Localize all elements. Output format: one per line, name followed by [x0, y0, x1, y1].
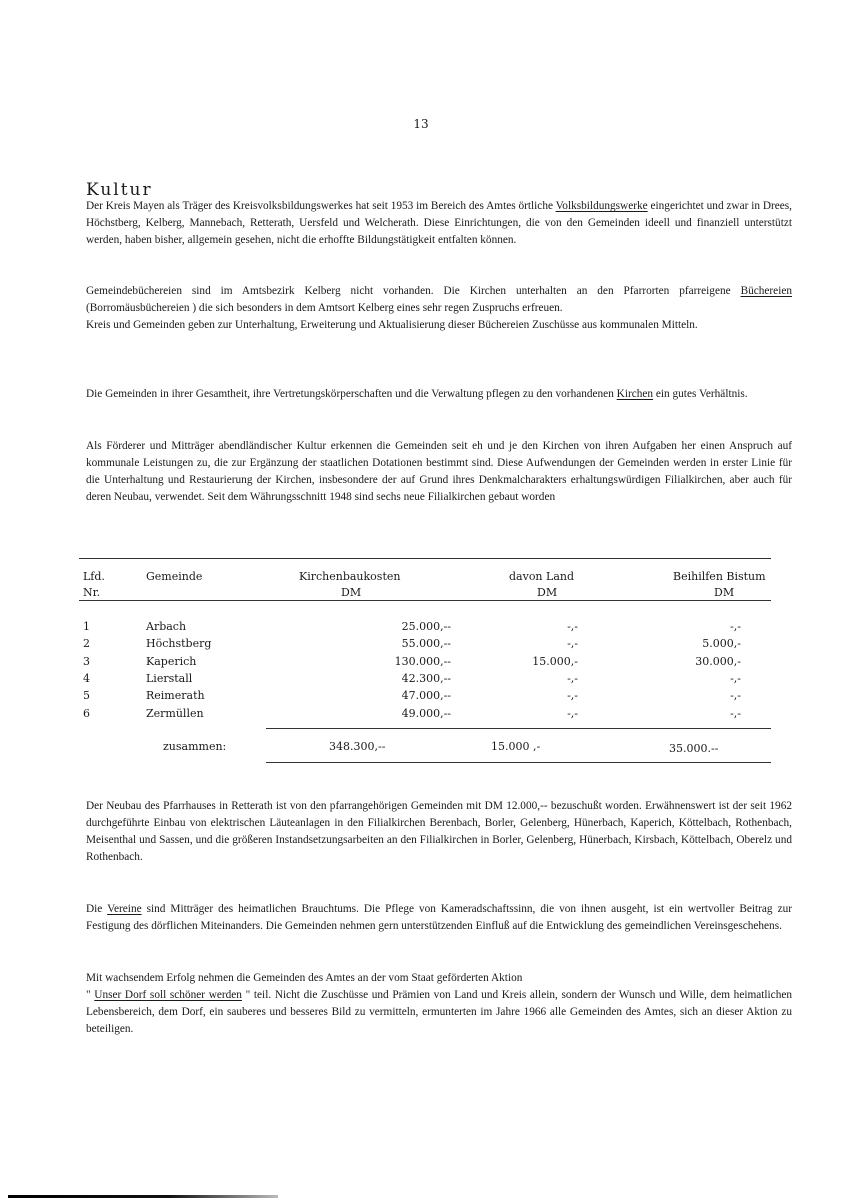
- quote-close: ": [241, 989, 251, 1001]
- table-row: [79, 620, 771, 637]
- cell-bistum: 5.000,-: [702, 637, 741, 651]
- text: sind Mitträger des heimatlichen Brauchtums. Die Pflege von Kameradschaftssinn, die von ihnen ausgeht, ist ein wertvoller Beitrag zur Festigung des dörflichen Miteinanders. Die Gemeinden nehmen gern unterstützenden Einfluß auf die Entwicklung des gemeindlichen Vereinsgeschehens.: [86, 903, 792, 932]
- header-bistum-unit: DM: [714, 586, 735, 599]
- cell-gemeinde: Arbach: [146, 620, 187, 633]
- text: Kreis und Gemeinden geben zur Unterhaltung, Erweiterung und Aktualisierung dieser Büchereien Zuschüsse aus kommunalen Mitteln.: [86, 319, 698, 331]
- header-land: davon Land: [509, 570, 575, 583]
- text: ein gutes Verhältnis.: [653, 388, 748, 400]
- cell-gemeinde: Kaperich: [146, 654, 197, 668]
- header-nr: Lfd.: [83, 570, 105, 583]
- cell-bistum: -,-: [730, 689, 741, 703]
- cell-gemeinde: Reimerath: [146, 689, 205, 703]
- cell-kosten: 25.000,--: [401, 620, 451, 633]
- page-number: 13: [413, 117, 429, 131]
- header-gemeinde: Gemeinde: [146, 570, 203, 583]
- text: Der Neubau des Pfarrhauses in Retterath ist von den pfarrangehörigen Gemeinden mit DM 12.000,-- bezuschußt worden. Erwähnenswert ist der seit 1962 durchgeführte Einbau von elektrischen Läuteanlagen in den Filialkirchen Berenbach, Borler, Gelenberg, Hünerbach, Kaperich, Köttelbach, Rothenbach, Meisenthal und Sassen, und die größeren Instandsetzungsarbeiten an den Filialkirchen in Borler, Gelenberg, Hünerbach, Kirsbach, Köttelbach, Oberelz und Rothenbach.: [86, 800, 792, 863]
- total-bistum: 35.000.--: [669, 742, 719, 755]
- header-nr-2: Nr.: [83, 586, 101, 599]
- quote-open: ": [86, 989, 95, 1001]
- text: Als Förderer und Mitträger abendländischer Kultur erkennen die Gemeinden seit eh und je den Kirchen von ihren Aufgaben her einen Anspruch auf kommunale Leistungen zu, die zur Ergänzung der staatlichen Dotationen bestimmt sind. Diese Aufwendungen der Gemeinden werden in erster Linie für die Unterhaltung und Restaurierung der Kirchen, insbesondere der auf Grund ihres Denkmalcharakters erhaltungswürdigen Filialkirchen, aber auch für deren Neubau, verwendet. Seit dem Währungsschnitt 1948 sind sechs neue Filialkirchen gebaut worden: [86, 440, 792, 503]
- text: (Borromäusbüchereien ) die sich besonders in dem Amtsort Kelberg eines sehr regen Zuspruchs erfreuen.: [86, 302, 563, 314]
- table-row: [79, 655, 771, 672]
- cell-nr: 4: [83, 671, 90, 685]
- cell-land: -,-: [567, 671, 578, 685]
- cell-bistum: 30.000,-: [695, 654, 741, 668]
- cell-nr: 1: [83, 620, 90, 633]
- header-rule: [79, 600, 771, 601]
- cell-kosten: 47.000,--: [401, 689, 451, 703]
- cell-gemeinde: Zermüllen: [146, 706, 204, 720]
- cell-bistum: -,-: [730, 620, 741, 633]
- cell-nr: 2: [83, 637, 90, 651]
- section-heading: Kultur: [86, 180, 153, 200]
- text: Gemeindebüchereien sind im Amtsbezirk Kelberg nicht vorhanden. Die Kirchen unterhalten an den Pfarrorten pfarreigene: [86, 285, 741, 297]
- underlined-term: Unser Dorf soll schöner werden: [94, 989, 242, 1001]
- paragraph-unser-dorf: [86, 970, 792, 1038]
- table-row: [79, 707, 771, 724]
- underlined-term: Volksbildungswerke: [555, 200, 648, 212]
- cell-kosten: 42.300,--: [401, 671, 451, 685]
- cell-gemeinde: Höchstberg: [146, 637, 212, 651]
- header-bistum: Beihilfen Bistum: [673, 570, 766, 583]
- cell-bistum: -,-: [730, 671, 741, 685]
- bottom-rule: [266, 762, 771, 763]
- paragraph-kirchen: [86, 386, 792, 403]
- table-row: [79, 637, 771, 654]
- total-label: zusammen:: [163, 740, 227, 753]
- table-row: [79, 689, 771, 706]
- text: Die: [86, 903, 108, 915]
- total-land: 15.000 ,-: [491, 740, 541, 753]
- underlined-term: Vereine: [107, 903, 142, 915]
- cell-kosten: 49.000,--: [401, 706, 451, 720]
- cell-nr: 6: [83, 706, 90, 720]
- cell-land: -,-: [567, 689, 578, 703]
- cell-kosten: 55.000,--: [401, 637, 451, 651]
- text: Mit wachsendem Erfolg nehmen die Gemeinden des Amtes an der vom Staat geförderten Aktion: [86, 972, 523, 984]
- cell-gemeinde: Lierstall: [146, 671, 193, 685]
- cell-nr: 3: [83, 654, 90, 668]
- cell-kosten: 130.000,--: [394, 654, 451, 668]
- paragraph-volksbildung: [86, 198, 792, 249]
- scan-edge-line: [8, 1195, 278, 1198]
- header-land-unit: DM: [537, 586, 558, 599]
- cell-nr: 5: [83, 689, 90, 703]
- cell-land: 15.000,-: [532, 654, 578, 668]
- cell-bistum: -,-: [730, 706, 741, 720]
- text: Die Gemeinden in ihrer Gesamtheit, ihre Vertretungskörperschaften und die Verwaltung pflegen zu den vorhandenen: [86, 388, 617, 400]
- paragraph-buechereien: [86, 283, 792, 334]
- text: teil. Nicht die Zuschüsse und Prämien von Land und Kreis allein, sondern der Wunsch und Wille, dem heimatlichen Lebensbereich, dem Dorf, ein sauberes und besseres Bild zu vermitteln, ermunterten im Jahre 1966 alle Gemeinden des Amtes, sich an dieser Aktion zu beteiligen.: [86, 989, 793, 1035]
- header-kosten: Kirchenbaukosten: [299, 570, 401, 583]
- paragraph-vereine: [86, 901, 792, 935]
- cell-land: -,-: [567, 706, 578, 720]
- underlined-term: Kirchen: [616, 388, 654, 400]
- header-kosten-unit: DM: [341, 586, 362, 599]
- underlined-term: Büchereien: [740, 285, 792, 297]
- total-kosten: 348.300,--: [329, 740, 386, 753]
- paragraph-pfarrhaus: [86, 798, 792, 866]
- cell-land: -,-: [567, 620, 578, 633]
- table-row: [79, 672, 771, 689]
- text: eingerichtet und zwar in Drees, Höchstberg, Kelberg, Mannebach, Retterath, Uersfeld und Welcherath. Diese Einrichtungen, die von den Gemeinden ideell und finanziell unterstützt werden, haben bisher, allgemein gesehen, nicht die erhoffte Bildungstätigkeit entfalten können.: [86, 200, 792, 246]
- sum-rule: [266, 728, 771, 729]
- cell-land: -,-: [567, 637, 578, 651]
- paragraph-foerderer: [86, 438, 792, 506]
- text: Der Kreis Mayen als Träger des Kreisvolksbildungswerkes hat seit 1953 im Bereich des Amtes örtliche: [86, 200, 556, 212]
- table-top-rule: [79, 558, 771, 559]
